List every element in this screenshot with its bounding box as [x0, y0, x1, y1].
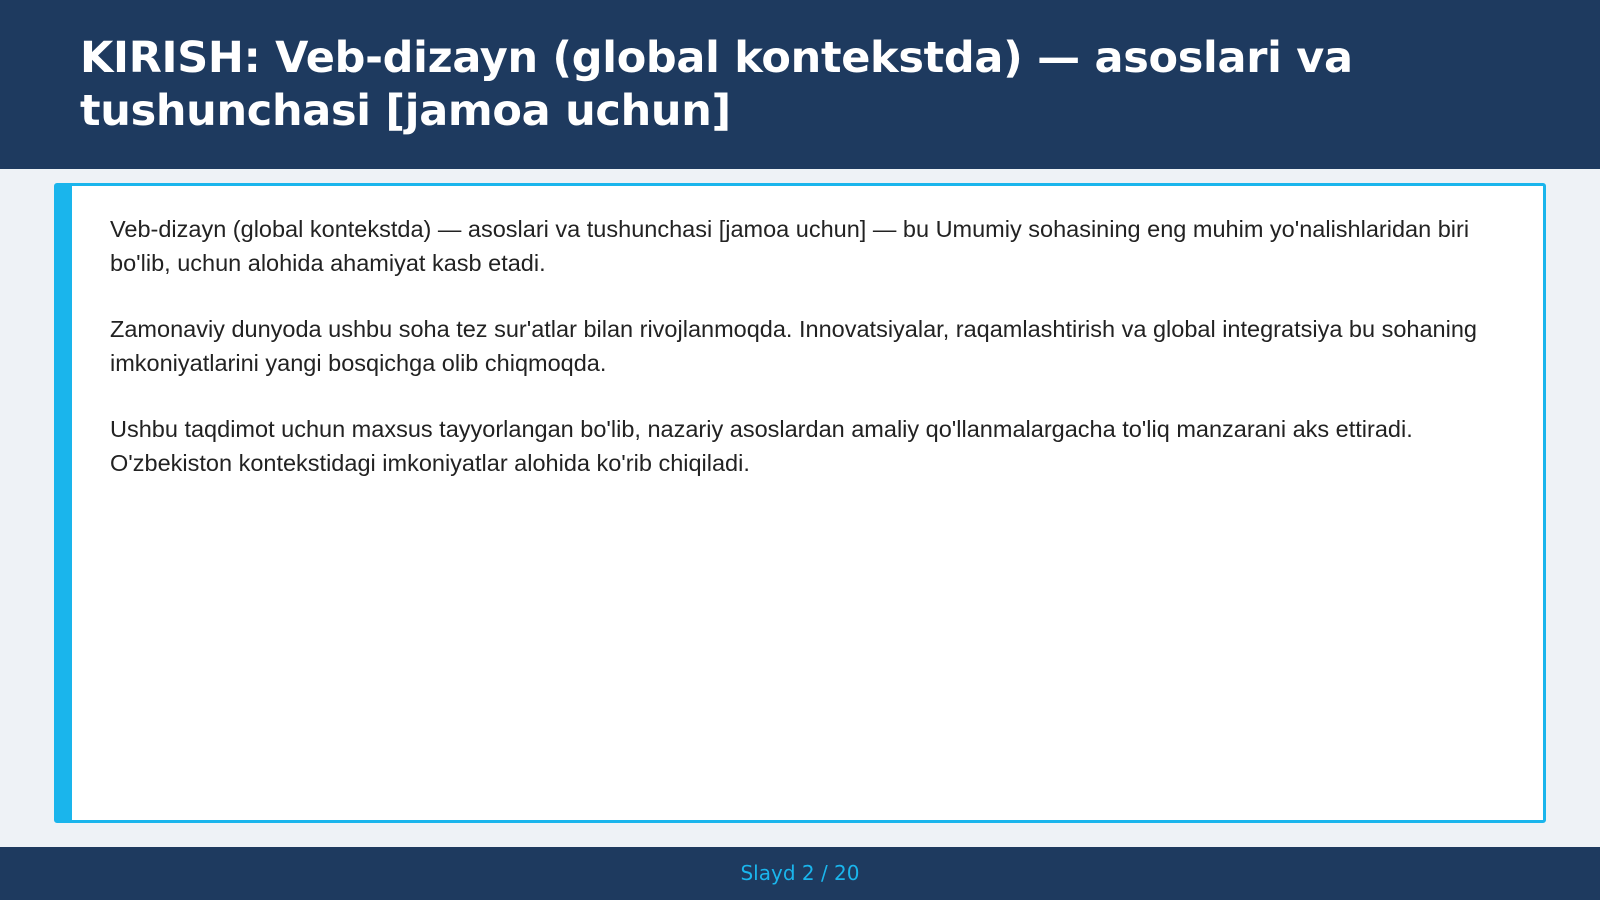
- content-body: [110, 212, 1510, 512]
- slide-title: KIRISH: Veb-dizayn (global kontekstda) — asoslari va tushunchasi [jamoa uchun]: [80, 33, 1353, 136]
- content-box: [54, 183, 1546, 823]
- content-paragraph: Veb-dizayn (global kontekstda) — asoslari va tushunchasi [jamoa uchun] — bu Umumiy sohasining eng muhim yo'nalishlaridan biri bo'lib, uchun alohida ahamiyat kasb etadi.: [110, 216, 1470, 276]
- slide-header: [0, 0, 1600, 169]
- content-paragraph: Ushbu taqdimot uchun maxsus tayyorlangan bo'lib, nazariy asoslardan amaliy qo'llanmalargacha to'liq manzarani aks ettiradi. O'zbekiston kontekstidagi imkoniyatlar alohida ko'rib chiqiladi.: [110, 416, 1413, 476]
- content-paragraph: Zamonaviy dunyoda ushbu soha tez sur'atlar bilan rivojlanmoqda. Innovatsiyalar, raqamlashtirish va global integratsiya bu sohaning imkoniyatlarini yangi bosqichga olib chiqmoqda.: [110, 316, 1477, 376]
- slide-counter: Slayd 2 / 20: [740, 861, 860, 885]
- slide-footer: [0, 847, 1600, 900]
